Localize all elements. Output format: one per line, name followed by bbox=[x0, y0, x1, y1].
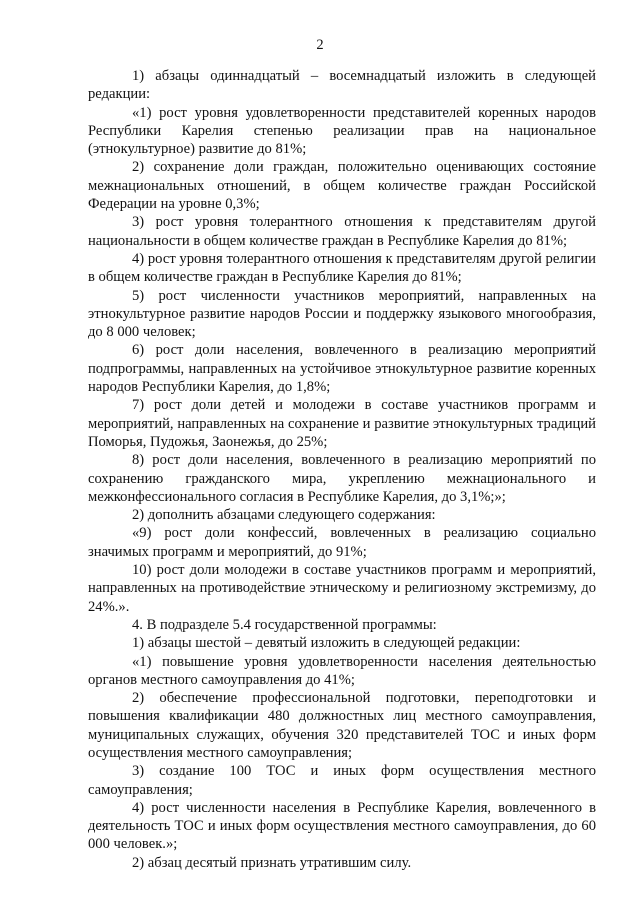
paragraph: 6) рост доли населения, вовлеченного в реализацию мероприятий подпрограммы, направленных на устойчивое этнокультурное развитие коренных народов Республики Карелия, до 1,8%; bbox=[88, 342, 596, 396]
page-number: 2 bbox=[316, 37, 324, 53]
paragraph: 3) создание 100 ТОС и иных форм осуществления местного самоуправления; bbox=[88, 763, 596, 798]
paragraph: 4) рост численности населения в Республике Карелия, вовлеченного в деятельность ТОС и иных форм осуществления местного самоуправления, до 60 000 человек.»; bbox=[88, 799, 596, 853]
paragraph: 2) абзац десятый признать утратившим силу. bbox=[132, 854, 412, 871]
paragraph: 2) дополнить абзацами следующего содержания: bbox=[132, 507, 436, 524]
paragraph: 2) сохранение доли граждан, положительно оценивающих состояние межнациональных отношений, в общем количестве граждан Российской Федерации на уровне 0,3%; bbox=[88, 159, 596, 213]
paragraph: 2) обеспечение профессиональной подготовки, переподготовки и повышения квалификации 480 должностных лиц местного самоуправления, муниципальных служащих, обучения 320 представителей ТОС и иных форм осуществления местного самоуправления; bbox=[88, 690, 596, 761]
paragraph: 10) рост доли молодежи в составе участников программ и мероприятий, направленных на противодействие этническому и религиозному экстремизму, до 24%.». bbox=[88, 562, 596, 615]
paragraph: 3) рост уровня толерантного отношения к представителям другой национальности в общем количестве граждан в Республике Карелия до 81%; bbox=[88, 214, 596, 249]
paragraph: «1) повышение уровня удовлетворенности населения деятельностью органов местного самоуправления до 41%; bbox=[88, 653, 596, 688]
paragraph: 7) рост доли детей и молодежи в составе участников программ и мероприятий, направленных на сохранение и развитие этнокультурных традиций Поморья, Пудожья, Заонежья, до 25%; bbox=[88, 397, 596, 450]
paragraph: «1) рост уровня удовлетворенности представителей коренных народов Республики Карелия степенью реализации прав на национальное (этнокультурное) развитие до 81%; bbox=[88, 104, 596, 158]
paragraph: «9) рост доли конфессий, вовлеченных в реализацию социально значимых программ и мероприятий, до 91%; bbox=[88, 525, 596, 560]
paragraph: 8) рост доли населения, вовлеченного в реализацию мероприятий по сохранению гражданского мира, укреплению межнационального и межконфессионального согласия в Республике Карелия, до 3,1%;»; bbox=[88, 452, 596, 505]
paragraph: 5) рост численности участников мероприятий, направленных на этнокультурное развитие народов России и поддержку языкового многообразия, до 8 000 человек; bbox=[88, 287, 596, 341]
paragraph: 1) абзацы шестой – девятый изложить в следующей редакции: bbox=[132, 635, 521, 652]
paragraph: 4. В подразделе 5.4 государственной программы: bbox=[132, 616, 437, 633]
paragraph: 4) рост уровня толерантного отношения к представителям другой религии в общем количестве граждан в Республике Карелия до 81%; bbox=[88, 250, 596, 286]
document-body bbox=[88, 67, 596, 872]
paragraph: 1) абзацы одиннадцатый – восемнадцатый изложить в следующей редакции: bbox=[88, 68, 596, 103]
